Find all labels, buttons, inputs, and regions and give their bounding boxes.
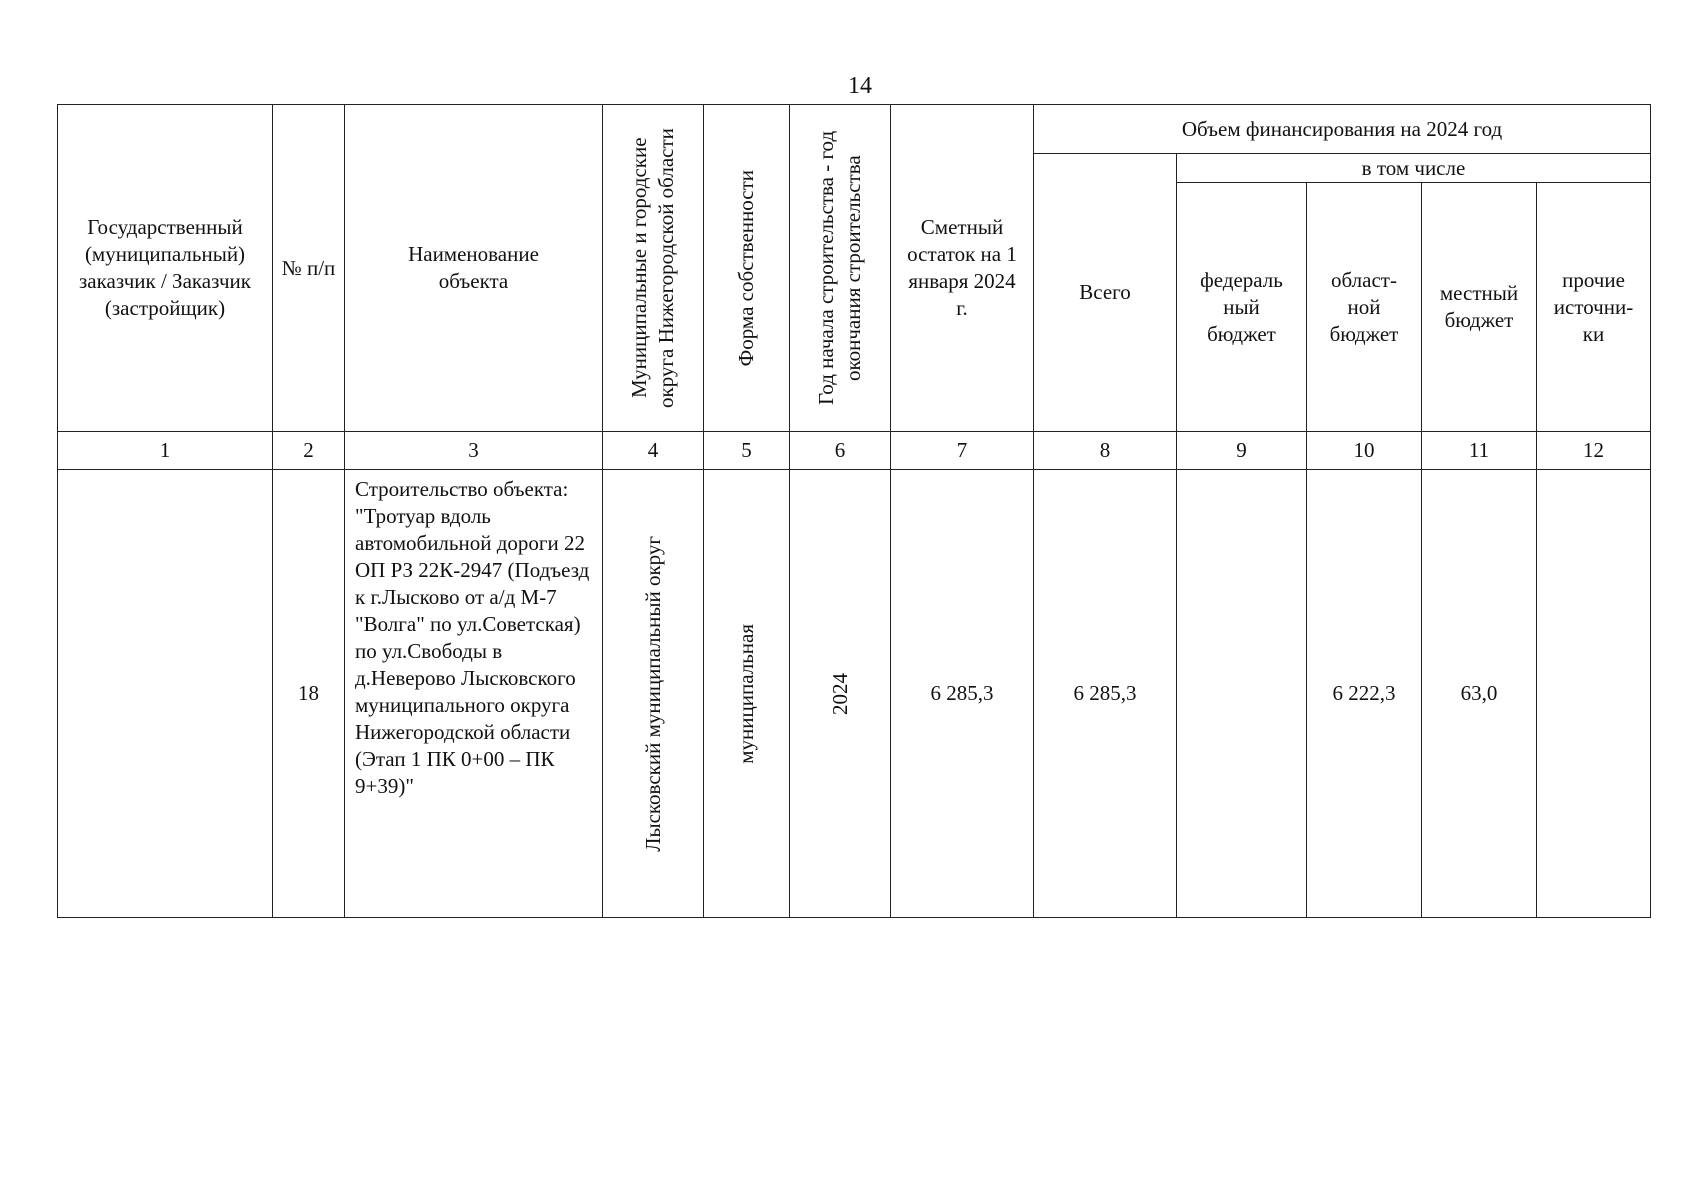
col-number: 7 <box>891 432 1034 470</box>
header-num-text: № п/п <box>281 255 336 280</box>
col-number: 9 <box>1177 432 1307 470</box>
cell-object-name: Строительство объекта: "Тротуар вдоль автомобильной дороги 22 ОП РЗ 22К-2947 (Подъезд к г.Лысково от а/д М-7 "Волга" по ул.Советская) по ул.Свободы в д.Неверово Лысковского муниципального округа Нижегородской области (Этап 1 ПК 0+00 – ПК 9+39)" <box>345 470 603 918</box>
header-estimate: Сметный остаток на 1 января 2024 г. <box>891 105 1034 432</box>
header-customer: Государственный (муниципальный) заказчик / Заказчик (застройщик) <box>58 105 273 432</box>
cell-federal <box>1177 470 1307 918</box>
header-years <box>790 105 891 432</box>
col-number: 11 <box>1422 432 1537 470</box>
col-number: 3 <box>345 432 603 470</box>
col-number: 10 <box>1307 432 1422 470</box>
header-ownership-text: Форма собственности <box>734 169 758 367</box>
cell-district-text: Лысковский муниципальный округ <box>640 535 665 852</box>
cell-total: 6 285,3 <box>1034 470 1177 918</box>
cell-estimate: 6 285,3 <box>891 470 1034 918</box>
header-object-name-text: Наименование объекта <box>408 242 539 293</box>
cell-customer <box>58 470 273 918</box>
header-district <box>603 105 704 432</box>
cell-ownership-text: муниципальная <box>734 623 758 764</box>
col-number: 12 <box>1537 432 1651 470</box>
col-number: 6 <box>790 432 891 470</box>
header-total: Всего <box>1034 154 1177 432</box>
col-number: 2 <box>273 432 345 470</box>
col-number: 8 <box>1034 432 1177 470</box>
header-funding: Объем финансирования на 2024 год <box>1034 105 1651 154</box>
header-num <box>273 105 345 432</box>
header-regional: област- ной бюджет <box>1307 183 1422 432</box>
header-ownership <box>704 105 790 432</box>
cell-local: 63,0 <box>1422 470 1537 918</box>
header-federal: федераль ный бюджет <box>1177 183 1307 432</box>
column-number-row <box>58 432 1651 470</box>
col-number: 5 <box>704 432 790 470</box>
cell-years <box>790 470 891 918</box>
header-years-text: Год начала строительства - год окончания строительства <box>814 130 865 406</box>
header-district-text: Муниципальные и городские округа Нижегородской области <box>627 128 678 408</box>
financing-table <box>57 104 1651 918</box>
cell-ownership <box>704 470 790 918</box>
cell-other <box>1537 470 1651 918</box>
header-row-1 <box>58 105 1651 154</box>
cell-years-text: 2024 <box>827 672 852 715</box>
cell-regional: 6 222,3 <box>1307 470 1422 918</box>
cell-district <box>603 470 704 918</box>
header-local: местный бюджет <box>1422 183 1537 432</box>
header-other: прочие источни- ки <box>1537 183 1651 432</box>
table-row <box>58 470 1651 918</box>
header-object-name <box>345 105 603 432</box>
header-including: в том числе <box>1177 154 1651 183</box>
cell-num: 18 <box>273 470 345 918</box>
page-number: 14 <box>848 73 872 99</box>
col-number: 1 <box>58 432 273 470</box>
col-number: 4 <box>603 432 704 470</box>
